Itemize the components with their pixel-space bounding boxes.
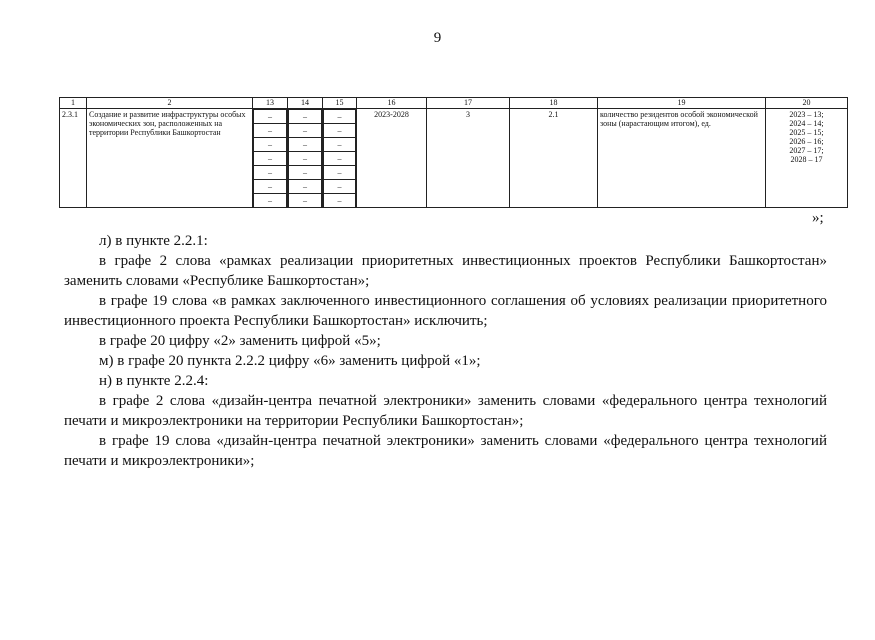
cell-dash: – (289, 166, 322, 180)
paragraph: в графе 19 слова «дизайн-центра печатной электроники» заменить словами «федерального центра технологий печати и микроэлектроники»; (64, 433, 827, 469)
cell-dash: – (289, 152, 322, 166)
paragraph: н) в пункте 2.2.4: (99, 373, 209, 389)
cell-dash: – (289, 110, 322, 124)
cell-dash: – (324, 180, 356, 194)
header-cell: 19 (598, 98, 766, 109)
cell-dash: – (254, 138, 287, 152)
page-number: 9 (433, 30, 442, 46)
header-cell: 18 (510, 98, 598, 109)
header-cell: 15 (323, 98, 357, 109)
cell-dash: – (254, 152, 287, 166)
header-cell: 17 (427, 98, 510, 109)
cell-dash: – (324, 110, 356, 124)
table-row (60, 109, 848, 208)
row-number: 2.3.1 (60, 109, 87, 208)
cell-dash: – (324, 152, 356, 166)
cell-dash: – (324, 124, 356, 138)
cell-dash: – (324, 194, 356, 208)
column-17-cell: 3 (427, 109, 510, 208)
header-cell: 14 (288, 98, 323, 109)
cell-dash: – (254, 194, 287, 208)
header-cell: 2 (87, 98, 253, 109)
paragraph: м) в графе 20 пункта 2.2.2 цифру «6» заменить цифрой «1»; (99, 353, 481, 369)
year-value: 2028 – 17 (790, 155, 823, 164)
header-cell: 13 (253, 98, 288, 109)
year-value: 2023 – 13; (789, 110, 824, 119)
row-name: Создание и развитие инфраструктуры особых экономических зон, расположенных на территории Республики Башкортостан (87, 109, 253, 208)
cell-dash: – (289, 194, 322, 208)
paragraph: в графе 19 слова «в рамках заключенного инвестиционного соглашения об условиях реализации приоритетного инвестиционного проекта Республики Башкортостан» исключить; (64, 293, 827, 329)
header-cell: 20 (766, 98, 848, 109)
cell-dash: – (254, 166, 287, 180)
indicator-cell: количество резидентов особой экономической зоны (нарастающим итогом), ед. (598, 109, 766, 208)
cell-dash: – (254, 124, 287, 138)
cell-dash: – (324, 166, 356, 180)
cell-dash: – (254, 180, 287, 194)
column-15-values (323, 109, 356, 207)
table-header-row (60, 98, 848, 109)
cell-dash: – (289, 180, 322, 194)
header-cell: 1 (60, 98, 87, 109)
paragraph: в графе 20 цифру «2» заменить цифрой «5»; (99, 333, 381, 349)
cell-dash: – (324, 138, 356, 152)
amendment-text (64, 231, 827, 471)
year-value: 2026 – 16; (789, 137, 824, 146)
column-13-values (253, 109, 287, 207)
paragraph: л) в пункте 2.2.1: (99, 233, 208, 249)
cell-dash: – (289, 124, 322, 138)
closing-quote: »; (812, 210, 824, 226)
year-value: 2027 – 17; (789, 146, 824, 155)
amendment-table (59, 97, 848, 208)
yearly-values-cell (766, 109, 848, 208)
column-18-cell: 2.1 (510, 109, 598, 208)
year-value: 2024 – 14; (789, 119, 824, 128)
column-14-values (288, 109, 322, 207)
period-cell: 2023-2028 (357, 109, 427, 208)
paragraph: в графе 2 слова «дизайн-центра печатной электроники» заменить словами «федерального центра технологий печати и микроэлектроники на территории Республики Башкортостан»; (64, 393, 827, 429)
year-value: 2025 – 15; (789, 128, 824, 137)
header-cell: 16 (357, 98, 427, 109)
paragraph: в графе 2 слова «рамках реализации приоритетных инвестиционных проектов Республики Башкортостан» заменить словами «Республике Башкортостан»; (64, 253, 827, 289)
cell-dash: – (289, 138, 322, 152)
cell-dash: – (254, 110, 287, 124)
